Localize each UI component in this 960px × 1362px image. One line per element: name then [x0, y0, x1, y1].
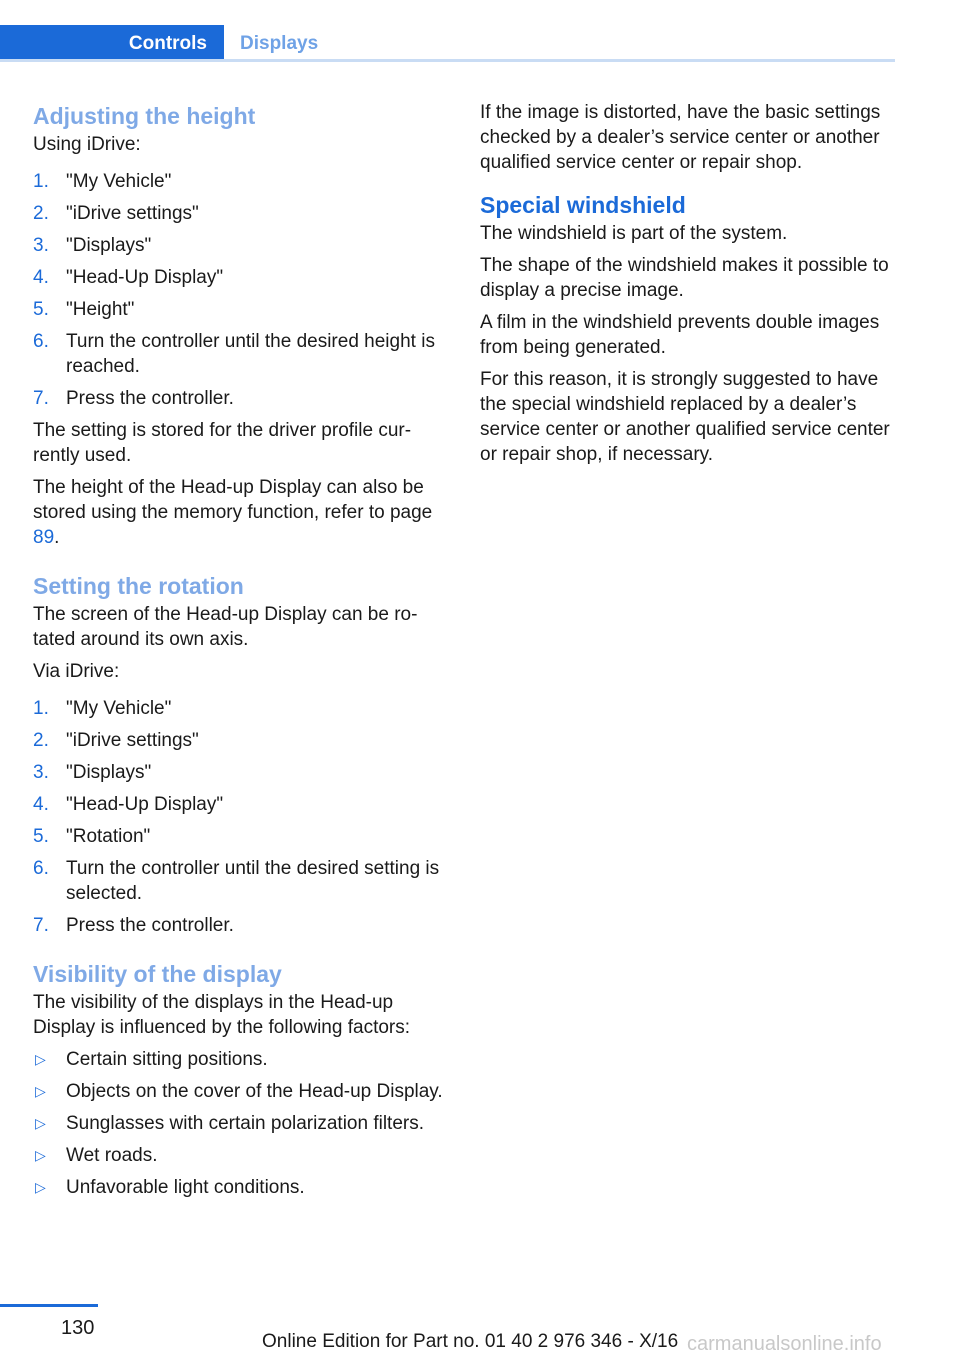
list-item: 4. "Head-Up Display" [33, 794, 224, 815]
tab-displays[interactable] [240, 25, 318, 62]
list-item: 2. "iDrive settings" [33, 203, 199, 224]
watermark: carmanualsonline.info [687, 1333, 882, 1355]
triangle-bullet-icon: ▷ [35, 1179, 46, 1195]
list-item: 5. "Height" [33, 299, 135, 320]
list-item: ▷ Sunglasses with certain polarization filters. [35, 1113, 425, 1134]
list-item: ▷ Unfavorable light conditions. [35, 1177, 305, 1198]
triangle-bullet-icon: ▷ [35, 1051, 46, 1067]
tab-displays-label: Displays [240, 32, 319, 54]
paragraph-windshield-4: For this reason, it is strongly suggested to have the special windshield replaced by a dealer’s service center or another qualified service center or repair shop, if necessary. [480, 369, 890, 465]
list-item: 7. Press the controller. [33, 915, 234, 936]
paragraph-windshield-2: The shape of the windshield makes it possible to display a precise image. [480, 255, 889, 301]
list-item: 6. Turn the controller until the desired setting is selected. [33, 858, 440, 904]
list-item: ▷ Wet roads. [35, 1145, 158, 1166]
steps-rotation [33, 696, 448, 938]
footer-edition: Online Edition for Part no. 01 40 2 976 346 - X/16 [262, 1331, 679, 1352]
list-item: 1. "My Vehicle" [33, 171, 172, 192]
paragraph-distorted: If the image is distorted, have the basic settings checked by a dealer’s service center or another qualified service center or repair shop. [480, 102, 881, 173]
list-item: 1. "My Vehicle" [33, 698, 172, 719]
list-item: 2. "iDrive settings" [33, 730, 199, 751]
list-item: ▷ Objects on the cover of the Head-up Display. [35, 1081, 443, 1102]
footer-accent-bar [0, 1304, 98, 1307]
list-item: 4. "Head-Up Display" [33, 267, 224, 288]
triangle-bullet-icon: ▷ [35, 1115, 46, 1131]
intro-via-idrive: Via iDrive: [33, 661, 120, 682]
right-column [480, 100, 898, 474]
heading-special-windshield: Special windshield [480, 192, 686, 218]
header-tabbar [0, 25, 895, 62]
page-number: 130 [61, 1317, 95, 1339]
tab-controls[interactable] [0, 25, 224, 62]
triangle-bullet-icon: ▷ [35, 1083, 46, 1099]
page-link[interactable]: 89 [33, 527, 55, 548]
triangle-bullet-icon: ▷ [35, 1147, 46, 1163]
list-item: 6. Turn the controller until the desired height is reached. [33, 331, 435, 377]
paragraph-windshield-3: A film in the windshield prevents double images from being generated. [480, 312, 880, 358]
factors-list [33, 1047, 448, 1200]
header-rule [0, 59, 895, 62]
heading-adjusting-height: Adjusting the height [33, 103, 256, 129]
paragraph-visibility: The visibility of the displays in the Head-up Display is influenced by the following factors: [33, 992, 411, 1038]
list-item: 3. "Displays" [33, 762, 152, 783]
heading-setting-rotation: Setting the rotation [33, 573, 244, 599]
paragraph-windshield-1: The windshield is part of the system. [480, 223, 788, 244]
paragraph-profile: The setting is stored for the driver profile currently used. [33, 420, 412, 466]
list-item: 7. Press the controller. [33, 388, 234, 409]
heading-visibility: Visibility of the display [33, 961, 282, 987]
list-item: 3. "Displays" [33, 235, 152, 256]
intro-using-idrive: Using iDrive: [33, 134, 141, 155]
tab-controls-label: Controls [128, 32, 207, 54]
steps-height [33, 169, 448, 411]
list-item: ▷ Certain sitting positions. [35, 1049, 268, 1070]
list-item: 5. "Rotation" [33, 826, 151, 847]
paragraph-memory: The height of the Head-up Display can also be stored using the memory function, refer to page 89. [33, 477, 433, 548]
paragraph-rotation: The screen of the Head-up Display can be rotated around its own axis. [33, 604, 418, 650]
left-column [33, 100, 448, 1207]
